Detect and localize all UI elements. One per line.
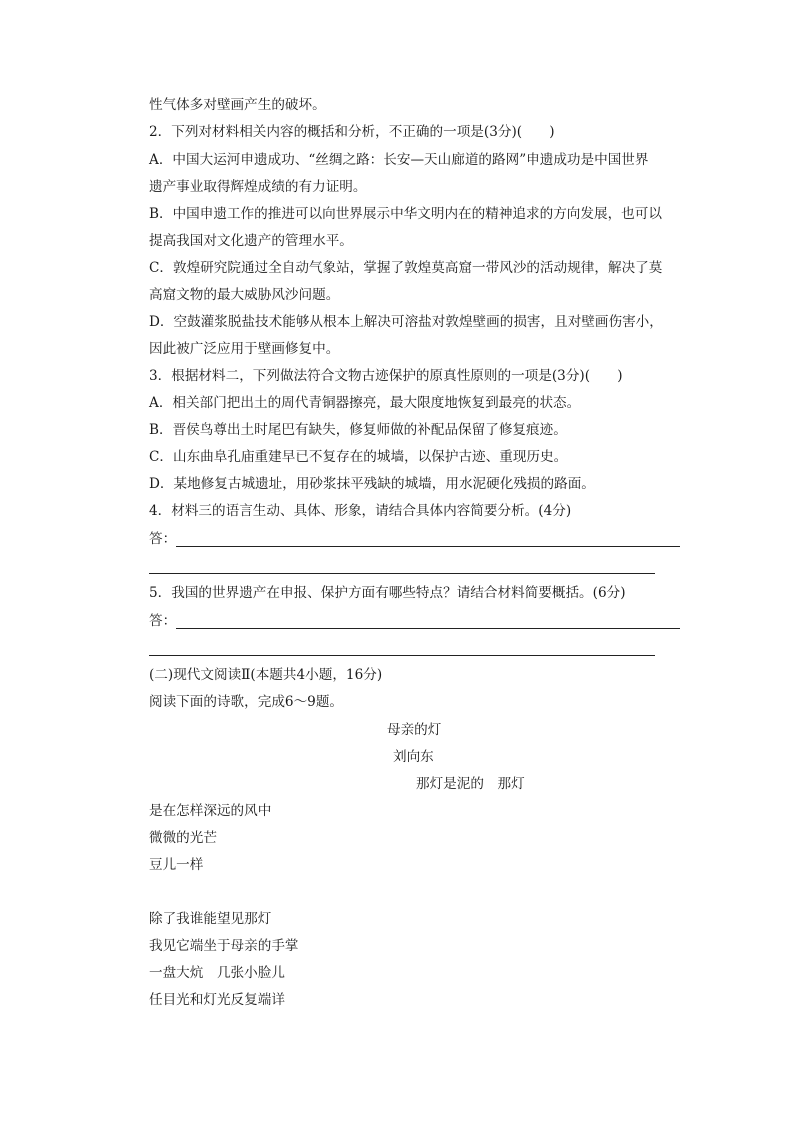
option-2a-line1: A．中国大运河申遗成功、“丝绸之路：长安—天山廊道的路网”申遗成功是中国世界 bbox=[149, 152, 649, 168]
poem-line: 那灯是泥的 那灯 bbox=[416, 776, 525, 792]
poem-line: 微微的光芒 bbox=[149, 830, 217, 846]
answer-line-5a[interactable] bbox=[176, 628, 680, 629]
text-line: 性气体多对壁画产生的破坏。 bbox=[149, 97, 326, 113]
question-3: 3．根据材料二，下列做法符合文物古迹保护的原真性原则的一项是(3分)( ) bbox=[149, 368, 623, 384]
reading-instruction: 阅读下面的诗歌，完成6～9题。 bbox=[149, 694, 344, 710]
answer-line-5b[interactable] bbox=[149, 655, 655, 656]
section-heading: (二)现代文阅读Ⅱ(本题共4小题，16分) bbox=[149, 667, 383, 683]
question-2: 2．下列对材料相关内容的概括和分析，不正确的一项是(3分)( ) bbox=[149, 124, 555, 140]
poem-line: 是在怎样深远的风中 bbox=[149, 803, 272, 819]
option-3b: B．晋侯鸟尊出土时尾巴有缺失，修复师做的补配品保留了修复痕迹。 bbox=[149, 422, 567, 438]
poem-author: 刘向东 bbox=[393, 749, 434, 765]
poem-title: 母亲的灯 bbox=[387, 722, 442, 738]
option-2d-line2: 因此被广泛应用于壁画修复中。 bbox=[149, 341, 340, 357]
option-3a: A．相关部门把出土的周代青铜器擦亮，最大限度地恢复到最亮的状态。 bbox=[149, 395, 581, 411]
option-2c-line2: 高窟文物的最大威胁风沙问题。 bbox=[149, 287, 340, 303]
answer-line-4a[interactable] bbox=[176, 546, 680, 547]
answer-label-5: 答： bbox=[149, 613, 177, 629]
question-5: 5．我国的世界遗产在申报、保护方面有哪些特点？请结合材料简要概括。(6分) bbox=[149, 585, 626, 601]
poem-line: 豆儿一样 bbox=[149, 857, 204, 873]
poem-line: 除了我谁能望见那灯 bbox=[149, 911, 272, 927]
question-4: 4．材料三的语言生动、具体、形象，请结合具体内容简要分析。(4分) bbox=[149, 503, 572, 519]
poem-line: 一盘大炕 几张小脸儿 bbox=[149, 965, 285, 981]
option-3c: C．山东曲阜孔庙重建早已不复存在的城墙，以保护古迹、重现历史。 bbox=[149, 449, 568, 465]
option-2b-line1: B．中国申遗工作的推进可以向世界展示中华文明内在的精神追求的方向发展，也可以 bbox=[149, 206, 662, 222]
poem-line: 任目光和灯光反复端详 bbox=[149, 992, 285, 1008]
option-2b-line2: 提高我国对文化遗产的管理水平。 bbox=[149, 233, 353, 249]
poem-line: 我见它端坐于母亲的手掌 bbox=[149, 938, 299, 954]
option-3d: D．某地修复古城遗址，用砂浆抹平残缺的城墙，用水泥硬化残损的路面。 bbox=[149, 476, 595, 492]
option-2a-line2: 遗产事业取得辉煌成绩的有力证明。 bbox=[149, 179, 367, 195]
option-2d-line1: D．空鼓灌浆脱盐技术能够从根本上解决可溶盐对敦煌壁画的损害，且对壁画伤害小， bbox=[149, 314, 663, 330]
answer-line-4b[interactable] bbox=[149, 573, 655, 574]
answer-label-4: 答： bbox=[149, 531, 177, 547]
option-2c-line1: C．敦煌研究院通过全自动气象站，掌握了敦煌莫高窟一带风沙的活动规律，解决了莫 bbox=[149, 260, 663, 276]
